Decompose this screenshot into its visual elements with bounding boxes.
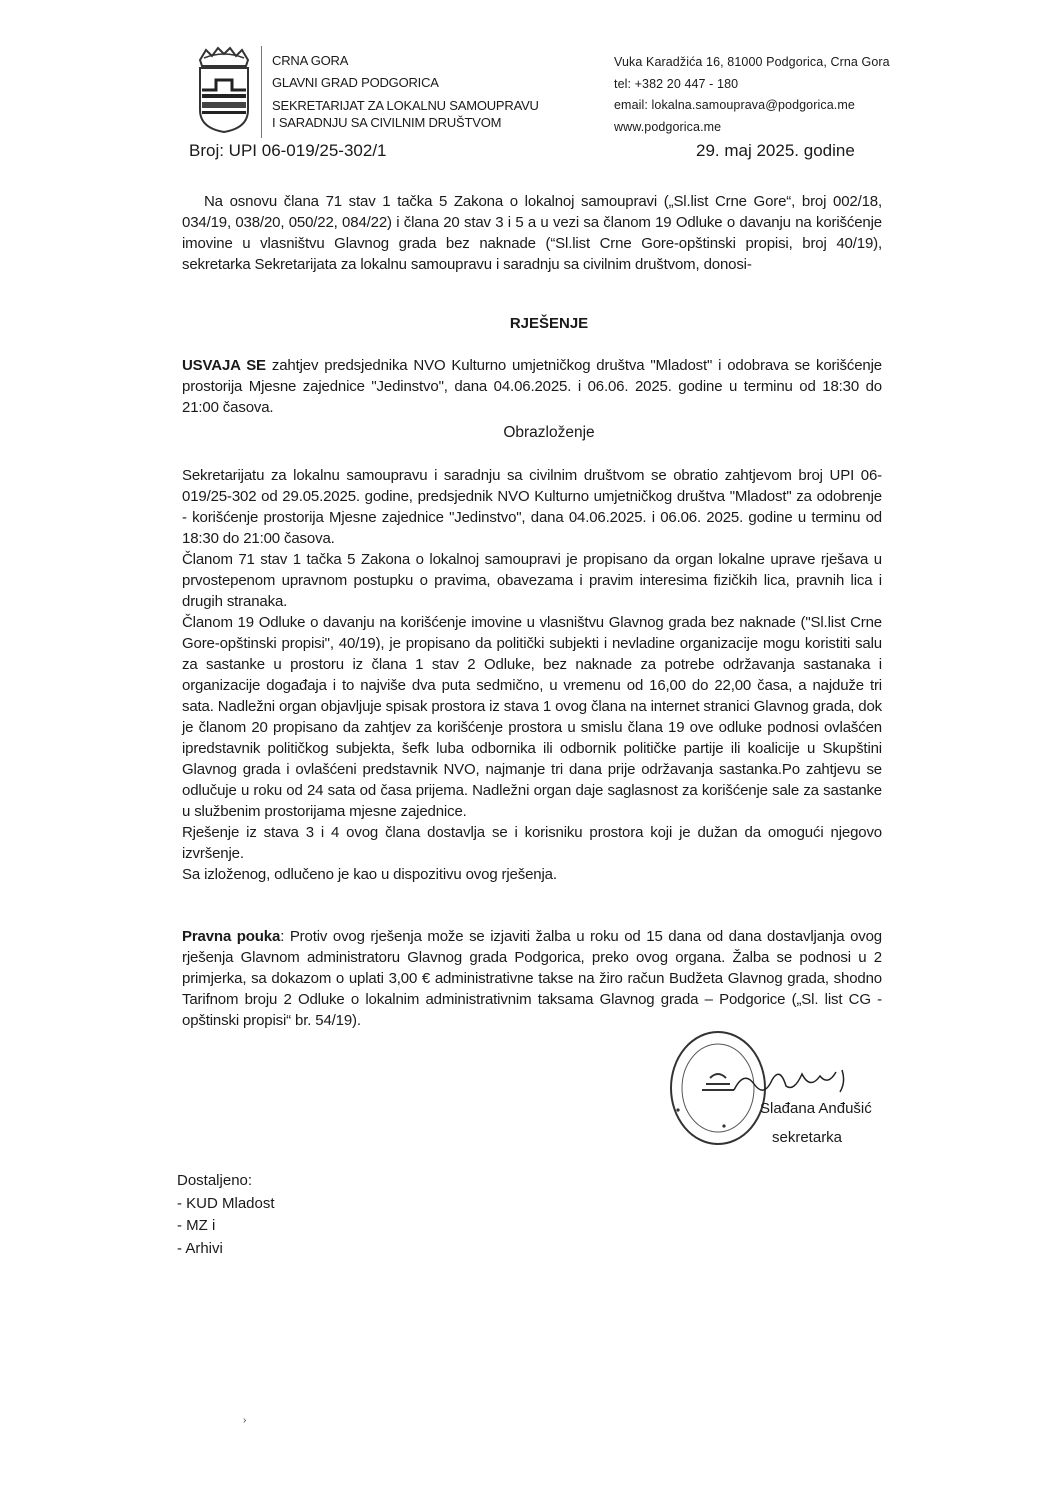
reasoning-paragraph: Rješenje iz stava 3 i 4 ovog člana dostavlja se i korisniku prostora koji je dužan da omogući njegovo izvršenje. <box>182 824 882 862</box>
distribution-item: - MZ i <box>177 1217 216 1234</box>
scan-mark: › <box>243 1415 247 1426</box>
org-country: CRNA GORA <box>272 53 349 68</box>
legal-notice-text: : Protiv ovog rješenja može se izjaviti žalba u roku od 15 dana od dana dostavljanja ovog rješenja Glavnom administratoru Glavnog grada Podgorica, preko ovog organa. Žalba se podnosi u 2 primjerka, sa dokazom o uplati 3,00 € administrativne takse na žiro račun Budžeta Glavnog grada, shodno Tarifnom broju 2 Odluke o lokalnim administrativnim taksama Glavnog grada – Podgorice („Sl. list CG - opštinski propisi“ br. 54/19). <box>182 928 882 1029</box>
reasoning-paragraph: Sa izloženog, odlučeno je kao u dispozitivu ovog rješenja. <box>182 866 557 883</box>
distribution-list <box>177 1170 275 1260</box>
decision-paragraph <box>182 355 882 418</box>
organization-block <box>272 50 539 131</box>
reasoning-paragraph: Članom 19 Odluke o davanju na korišćenje imovine u vlasništvu Glavnog grada bez naknade ("Sl.list Crne Gore-opštinski propisi", 40/19), je propisano da politički subjekti i nevladine organizacije mogu koristiti salu za sastanke u prostoru iz člana 1 stav 2 Odluke, bez naknade za potrebe održavanja sastanaka i organizacije događaja i to najviše dva puta sedmično, u vremenu od 16,00 do 22,00 časa, a najduže tri sata. Nadležni organ objavljuje spisak prostora iz stava 1 ovog člana na internet stranici Glavnog grada, dok je članom 20 propisano da zahtjev za korišćenje prostora u smislu člana 19 ove odluke podnosi ovlašćen ipredstavnik političkog subjekta, šefk luba odbornika ili odbornik političke partije ili koalicije u Skupštini Glavnog grada i ovlašćeni predstavnik NVO, najmanje tri dana prije održavanja sastanka.Po zahtjevu se odlučuje u roku od 24 sata od časa prijema. Nadležni organ daje saglasnost za korišćenje sale za sastanke u službenim prostorijama mjesne zajednice. <box>182 614 882 820</box>
reasoning-title: Obrazloženje <box>503 424 595 441</box>
distribution-title: Dostaljeno: <box>177 1172 253 1189</box>
reasoning-paragraph: Sekretarijatu za lokalnu samoupravu i saradnju sa civilnim društvom se obratio zahtjevom broj UPI 06-019/25-302 od 29.05.2025. godine, predsjednik NVO Kulturno umjetničkog društva "Mladost" za odobrenje - korišćenje prostorija Mjesne zajednice "Jedinstvo", dana 04.06.2025. i 06.06. 2025. godine u terminu od 18:30 do 21:00 časova. <box>182 467 882 547</box>
decision-title: RJEŠENJE <box>509 315 589 332</box>
signatory <box>760 1094 872 1152</box>
distribution-item: - KUD Mladost <box>177 1194 275 1212</box>
reasoning-section <box>182 465 882 885</box>
header-divider <box>261 46 262 138</box>
signatory-name: Slađana Anđušić <box>760 1100 872 1117</box>
intro-paragraph: Na osnovu člana 71 stav 1 tačka 5 Zakona o lokalnoj samoupravi („Sl.list Crne Gore“, broj 002/18, 034/19, 038/20, 050/22, 084/22) i člana 20 stav 3 i 5 a u vezi sa članom 19 Odluke o davanju na korišćenje imovine u vlasništvu Glavnog grada bez naknade (“Sl.list Crne Gore-opštinski propisi, broj 40/19), sekretarka Sekretarijata za lokalnu samoupravu i saradnju sa civilnim društvom, donosi- <box>182 193 882 273</box>
legal-notice <box>182 926 882 1031</box>
decision-lead: USVAJA SE <box>182 357 266 374</box>
reasoning-paragraph: Članom 71 stav 1 tačka 5 Zakona o lokalnoj samoupravi je propisano da organ lokalne uprave rješava u prvostepenom upravnom postupku o pravima, obavezama i pravim interesima fizičkih lica, pravnih lica i drugih stranaka. <box>182 551 882 610</box>
decision-text: zahtjev predsjednika NVO Kulturno umjetničkog društva "Mladost" i odobrava se korišćenje prostorija Mjesne zajednice "Jedinstvo", dana 04.06.2025. i 06.06. 2025. godine u terminu od 18:30 do 21:00 časova. <box>182 357 882 416</box>
reference-number: Broj: UPI 06-019/25-302/1 <box>189 141 387 160</box>
org-secretariat-line2: I SARADNJU SA CIVILNIM DRUŠTVOM <box>272 115 502 130</box>
contact-website: www.podgorica.me <box>614 119 722 134</box>
org-city: GLAVNI GRAD PODGORICA <box>272 75 439 90</box>
document-date: 29. maj 2025. godine <box>696 141 855 160</box>
coat-of-arms-icon <box>196 46 252 134</box>
contact-phone: tel: +382 20 447 - 180 <box>614 76 739 91</box>
legal-notice-lead: Pravna pouka <box>182 928 281 945</box>
contact-block <box>614 52 890 138</box>
distribution-item: - Arhivi <box>177 1239 223 1257</box>
contact-address: Vuka Karadžića 16, 81000 Podgorica, Crna Gora <box>614 55 890 69</box>
org-secretariat-line1: SEKRETARIJAT ZA LOKALNU SAMOUPRAVU <box>272 98 539 113</box>
signatory-role: sekretarka <box>772 1129 843 1146</box>
contact-email: email: lokalna.samoupravа@podgorica.me <box>614 98 855 112</box>
